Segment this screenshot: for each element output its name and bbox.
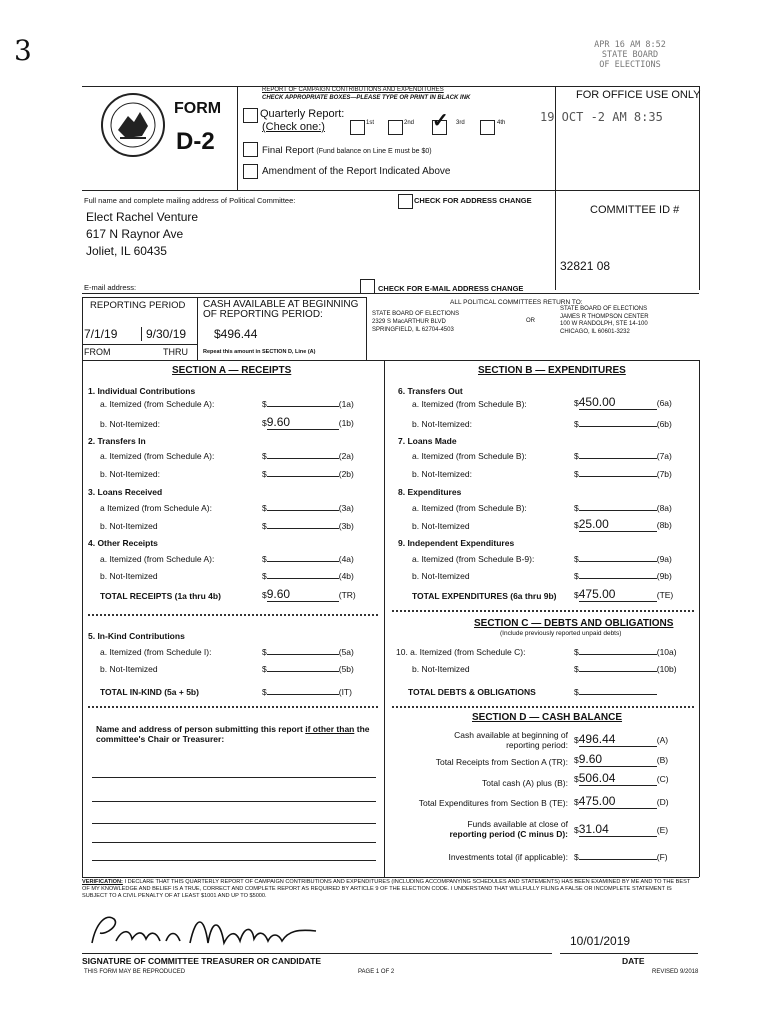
dollar: $	[262, 451, 267, 461]
line-2b-code: (2b)	[338, 469, 354, 479]
line-8b-amount	[574, 517, 672, 532]
dollar: $	[262, 647, 267, 657]
section-b-heading-7: 7. Loans Made	[398, 436, 457, 446]
line-4a-code: (4a)	[338, 554, 354, 564]
total-receipts-label: TOTAL RECEIPTS (1a thru 4b)	[100, 591, 221, 601]
line-4a-amount	[262, 554, 354, 564]
line-3a-amount	[262, 503, 354, 513]
section-c-note: (Include previously reported unpaid debts)	[500, 630, 622, 637]
chicago-line1: STATE BOARD OF ELECTIONS	[560, 306, 648, 312]
line-3b-amount	[262, 521, 354, 531]
line-10a-label: 10. a. Itemized (from Schedule C):	[396, 647, 526, 657]
thru-label: THRU	[163, 347, 188, 357]
committee-name: Elect Rachel Venture	[86, 210, 199, 224]
line-d-value[interactable]: 475.00	[579, 794, 657, 809]
committee-city: Joliet, IL 60435	[86, 244, 167, 258]
line-7a-value[interactable]	[579, 458, 657, 459]
total-inkind-label: TOTAL IN-KIND (5a + 5b)	[100, 687, 199, 697]
line-c-code: (C)	[656, 774, 669, 784]
line-3a-label: a Itemized (from Schedule A):	[100, 503, 212, 513]
line-8b-label: b. Not-Itemized	[412, 521, 470, 531]
section-c-title: SECTION C — DEBTS AND OBLIGATIONS	[474, 618, 674, 629]
q3-check-mark: ✓	[432, 110, 449, 132]
page-number-mark: 3	[14, 34, 32, 67]
address-change-label: CHECK FOR ADDRESS CHANGE	[414, 196, 532, 205]
line-1a-code: (1a)	[338, 399, 354, 409]
dollar: $	[574, 398, 579, 408]
return-to-label: ALL POLITICAL COMMITTEES RETURN TO:	[450, 299, 583, 306]
line-10a-value[interactable]	[579, 654, 657, 655]
line-7a-amount	[574, 451, 672, 461]
verification-label: VERIFICATION:	[82, 879, 123, 885]
dollar: $	[262, 554, 267, 564]
email-label: E-mail address:	[84, 283, 137, 292]
line-c-value[interactable]: 506.04	[579, 771, 657, 786]
submitter-line-4[interactable]	[92, 842, 376, 843]
submitter-line-5[interactable]	[92, 860, 376, 861]
line-d-label: Total Expenditures from Section B (TE):	[418, 798, 568, 808]
line-9a-label: a. Itemized (from Schedule B-9):	[412, 554, 535, 564]
line-8a-value[interactable]	[579, 510, 657, 511]
line-7b-value[interactable]	[579, 476, 657, 477]
line-1b-label: b. Not-Itemized:	[100, 419, 160, 429]
line-9a-code: (9a)	[656, 554, 672, 564]
dollar: $	[574, 664, 579, 674]
submitter-if-other: if other than	[305, 724, 355, 734]
line-9b-code: (9b)	[656, 571, 672, 581]
line-f-label: Investments total (if applicable):	[448, 852, 568, 862]
section-b-heading-8: 8. Expenditures	[398, 487, 462, 497]
springfield-line1: STATE BOARD OF ELECTIONS	[372, 311, 460, 317]
line-e-code: (E)	[656, 825, 669, 835]
dollar: $	[262, 687, 267, 697]
line-10b-label: b. Not-Itemized	[412, 664, 470, 674]
final-report-label	[262, 145, 432, 156]
dollar: $	[262, 399, 267, 409]
form-code: D-2	[176, 128, 215, 155]
state-seal-logo	[100, 92, 166, 158]
total-inkind-value[interactable]	[267, 694, 339, 695]
footer-reproduce: THIS FORM MAY BE REPRODUCED	[84, 969, 186, 975]
line-7a-code: (7a)	[656, 451, 672, 461]
line-a-code: (A)	[656, 735, 669, 745]
line-4a-value[interactable]	[267, 561, 339, 562]
return-address-chicago	[560, 306, 649, 336]
line-f-value[interactable]	[579, 859, 657, 860]
committee-name-label: Full name and complete mailing address of Political Committee:	[84, 196, 296, 205]
section-a-heading-2: 2. Transfers In	[88, 436, 146, 446]
section-b-heading-9: 9. Independent Expenditures	[398, 538, 515, 548]
stamp-line-1: APR 16 AM 8:52	[594, 40, 666, 50]
dollar: $	[262, 521, 267, 531]
total-debts-label: TOTAL DEBTS & OBLIGATIONS	[408, 687, 536, 697]
line-2a-value[interactable]	[267, 458, 339, 459]
dollar: $	[574, 554, 579, 564]
cash-label-line2: OF REPORTING PERIOD:	[203, 309, 323, 320]
chicago-line2: JAMES R THOMPSON CENTER	[560, 313, 649, 320]
chicago-line4: CHICAGO, IL 60601-3232	[560, 328, 630, 335]
cash-available-label	[203, 300, 358, 320]
line-8b-code: (8b)	[656, 520, 672, 530]
committee-street: 617 N Raynor Ave	[86, 227, 184, 241]
reporting-period-label: REPORTING PERIOD	[90, 300, 186, 311]
chicago-line3: 100 W RANDOLPH, STE 14-100	[560, 321, 648, 327]
dollar: $	[574, 755, 579, 765]
line-1a	[100, 399, 214, 409]
date-label: DATE	[622, 956, 645, 966]
section-a-title: SECTION A — RECEIPTS	[172, 365, 292, 376]
line-5a-code: (5a)	[338, 647, 354, 657]
line-6b-amount	[574, 419, 672, 429]
dollar: $	[262, 503, 267, 513]
line-6a-label: a. Itemized (from Schedule B):	[412, 399, 527, 409]
submitter-label	[96, 724, 376, 744]
line-2b-label: b. Not-Itemized:	[100, 469, 160, 479]
line-7b-code: (7b)	[656, 469, 672, 479]
line-2b-value[interactable]	[267, 476, 339, 477]
final-report-checkbox[interactable]	[243, 142, 258, 157]
form-word: FORM	[174, 100, 222, 117]
line-3a-value[interactable]	[267, 510, 339, 511]
line-7b-label: b. Not-Itemized:	[412, 469, 472, 479]
total-inkind-amount	[262, 687, 352, 697]
section-d-title: SECTION D — CASH BALANCE	[472, 712, 623, 723]
total-expenditures-label: TOTAL EXPENDITURES (6a thru 9b)	[412, 591, 557, 601]
dollar: $	[574, 774, 579, 784]
committee-id: 32821 08	[560, 259, 611, 273]
line-e-label-2: reporting period (C minus D):	[449, 829, 568, 839]
line-3b-label: b. Not-Itemized	[100, 521, 158, 531]
line-3b-value[interactable]	[267, 528, 339, 529]
line-10b-code: (10b)	[656, 664, 677, 674]
line-d-code: (D)	[656, 797, 669, 807]
line-6b-code: (6b)	[656, 419, 672, 429]
line-b-label: Total Receipts from Section A (TR):	[435, 757, 568, 767]
line-e-label	[400, 819, 568, 839]
verification-statement	[82, 879, 698, 900]
section-b-title: SECTION B — EXPENDITURES	[478, 365, 626, 376]
q3-label: 3rd	[456, 120, 465, 126]
line-a-label-1: Cash available at beginning of	[454, 730, 568, 740]
dollar: $	[262, 590, 267, 600]
line-a-value[interactable]: 496.44	[579, 732, 657, 747]
line-b-code: (B)	[656, 755, 669, 765]
committee-id-label: COMMITTEE ID #	[590, 204, 680, 216]
line-1b-amount	[262, 415, 354, 430]
line-4b-value[interactable]	[267, 578, 339, 579]
line-10a-amount	[574, 647, 677, 657]
line-5b-value[interactable]	[267, 671, 339, 672]
line-a-amount	[574, 732, 668, 747]
section-a-heading-4: 4. Other Receipts	[88, 538, 158, 548]
received-stamp	[560, 40, 700, 70]
dollar: $	[574, 503, 579, 513]
line-6a-value[interactable]: 450.00	[579, 395, 657, 410]
line-a-label-2: reporting period:	[506, 740, 568, 750]
line-5b-code: (5b)	[338, 664, 354, 674]
repeat-amount-note: Repeat this amount in SECTION D, Line (A)	[203, 349, 316, 355]
footer-page: PAGE 1 OF 2	[358, 969, 395, 975]
line-f-amount	[574, 852, 668, 862]
line-b-amount	[574, 752, 668, 767]
line-9b-label: b. Not-Itemized	[412, 571, 470, 581]
report-title: REPORT OF CAMPAIGN CONTRIBUTIONS AND EXPENDITURES	[262, 87, 444, 93]
dollar: $	[574, 571, 579, 581]
total-debts-value[interactable]	[579, 694, 657, 695]
line-e-label-1: Funds available at close of	[467, 819, 568, 829]
total-receipts-amount	[262, 587, 356, 602]
total-receipts-value[interactable]: 9.60	[267, 587, 339, 602]
email-change-label: CHECK FOR E-MAIL ADDRESS CHANGE	[378, 284, 524, 293]
line-9b-amount	[574, 571, 672, 581]
period-thru: 9/30/19	[146, 327, 187, 341]
line-9b-value[interactable]	[579, 578, 657, 579]
line-b-value[interactable]: 9.60	[579, 752, 657, 767]
dollar: $	[574, 590, 579, 600]
springfield-line2: 2329 S MacARTHUR BLVD	[372, 319, 446, 325]
submitter-line-3[interactable]	[92, 823, 376, 824]
section-a-heading-3: 3. Loans Received	[88, 487, 163, 497]
line-2a-code: (2a)	[338, 451, 354, 461]
signature-image	[86, 905, 326, 955]
line-f-code: (F)	[656, 852, 668, 862]
cash-available-value: $496.44	[214, 327, 258, 341]
q2-label: 2nd	[404, 120, 415, 126]
total-debts-amount	[574, 687, 657, 697]
line-3a-code: (3a)	[338, 503, 354, 513]
office-use-label: FOR OFFICE USE ONLY	[576, 89, 701, 101]
line-1b-value[interactable]: 9.60	[267, 415, 339, 430]
line-6b-label: b. Not-Itemized:	[412, 419, 472, 429]
line-1a-label: a. Itemized (from Schedule A):	[100, 399, 215, 409]
q4-checkbox[interactable]	[480, 120, 495, 135]
return-address-springfield	[372, 310, 459, 334]
line-2b-amount	[262, 469, 354, 479]
stamp-line-3: OF ELECTIONS	[599, 60, 661, 70]
line-6a-amount	[574, 395, 672, 410]
line-1a-value[interactable]	[267, 406, 339, 407]
dollar: $	[574, 451, 579, 461]
check-one-label: (Check one:)	[262, 121, 325, 133]
dollar: $	[574, 852, 579, 862]
footer-revised: REVISED 9/2018	[652, 969, 699, 975]
from-label: FROM	[84, 347, 111, 357]
quarterly-report-checkbox[interactable]	[243, 108, 258, 123]
dollar: $	[574, 687, 579, 697]
dollar: $	[262, 469, 267, 479]
line-4a-label: a. Itemized (from Schedule A):	[100, 554, 215, 564]
line-4b-code: (4b)	[338, 571, 354, 581]
line-6a-code: (6a)	[656, 398, 672, 408]
dollar: $	[574, 825, 579, 835]
amendment-label: Amendment of the Report Indicated Above	[262, 166, 451, 177]
section-b-heading-6: 6. Transfers Out	[398, 386, 463, 396]
line-9a-amount	[574, 554, 672, 564]
section-a-heading-5: 5. In-Kind Contributions	[88, 631, 185, 641]
stamp-line-2: STATE BOARD	[601, 50, 659, 60]
signature-label: SIGNATURE OF COMMITTEE TREASURER OR CANDIDATE	[82, 956, 322, 966]
line-3b-code: (3b)	[338, 521, 354, 531]
period-from: 7/1/19	[84, 327, 118, 341]
submitter-text: Name and address of person submitting this report	[96, 724, 303, 734]
or-label: OR	[526, 318, 535, 324]
submitter-text-2: the committee's Chair or Treasurer:	[96, 724, 370, 744]
final-report-text: Final Report	[262, 145, 314, 156]
total-expenditures-value[interactable]: 475.00	[579, 587, 657, 602]
report-subtitle: CHECK APPROPRIATE BOXES—PLEASE TYPE OR PRINT IN BLACK INK	[262, 95, 471, 101]
line-8a-amount	[574, 503, 672, 513]
line-1b-code: (1b)	[338, 418, 354, 428]
dollar: $	[574, 469, 579, 479]
line-e-amount	[574, 822, 668, 837]
line-c-label: Total cash (A) plus (B):	[482, 778, 568, 788]
line-7a-label: a. Itemized (from Schedule B):	[412, 451, 527, 461]
q1-checkbox[interactable]	[350, 120, 365, 135]
address-change-checkbox[interactable]	[398, 194, 413, 209]
springfield-line3: SPRINGFIELD, IL 62704-4503	[372, 327, 454, 333]
total-expenditures-amount	[574, 587, 673, 602]
dollar: $	[574, 735, 579, 745]
line-d-amount	[574, 794, 669, 809]
quarterly-report-label: Quarterly Report:	[260, 108, 345, 120]
q1-label: 1st	[366, 120, 375, 126]
total-expenditures-code: (TE)	[656, 590, 674, 600]
q4-label: 4th	[497, 120, 506, 126]
line-c-amount	[574, 771, 669, 786]
dollar: $	[262, 571, 267, 581]
submitter-line-1[interactable]	[92, 777, 376, 778]
verification-text: I DECLARE THAT THIS QUARTERLY REPORT OF CAMPAIGN CONTRIBUTIONS AND EXPENDITURES (INCLUDING ACCOMPANYING SCHEDULES AND STATEMENTS) HAS BEEN EXAMINED BY ME AND TO THE BEST OF MY KNOWLEDGE AND BELIEF IS A TRUE, CORRECT AND COMPLETE REPORT AS REQUIRED BY ARTICLE 9 OF THE ELECTION CODE. I UNDERSTAND THAT WILLFULLY FILING A FALSE OR INCOMPLETE STATEMENT IS SUBJECT TO A CIVIL PENALTY OF AT LEAST $1001 AND UP TO $5000.	[82, 879, 691, 899]
line-6b-value[interactable]	[579, 426, 657, 427]
line-8b-value[interactable]: 25.00	[579, 517, 657, 532]
line-9a-value[interactable]	[579, 561, 657, 562]
dollar: $	[574, 797, 579, 807]
line-2a-amount	[262, 451, 354, 461]
dollar: $	[574, 419, 579, 429]
dollar: $	[262, 418, 267, 428]
total-receipts-code: (TR)	[338, 590, 356, 600]
line-8a-code: (8a)	[656, 503, 672, 513]
line-10b-amount	[574, 664, 677, 674]
dollar: $	[262, 664, 267, 674]
line-10b-value[interactable]	[579, 671, 657, 672]
dollar: $	[574, 520, 579, 530]
line-4b-label: b. Not-Itemized	[100, 571, 158, 581]
q2-checkbox[interactable]	[388, 120, 403, 135]
signature-date: 10/01/2019	[570, 934, 631, 948]
email-change-checkbox[interactable]	[360, 279, 375, 294]
amendment-checkbox[interactable]	[243, 164, 258, 179]
submitter-line-2[interactable]	[92, 801, 376, 802]
line-8a-label: a. Itemized (from Schedule B):	[412, 503, 527, 513]
line-5a-label: a. Itemized (from Schedule I):	[100, 647, 212, 657]
office-received-stamp: 19 OCT -2 AM 8:35	[540, 110, 663, 124]
total-inkind-code: (IT)	[338, 687, 352, 697]
section-a-heading-1: 1. Individual Contributions	[88, 386, 196, 396]
line-2a-label: a. Itemized (from Schedule A):	[100, 451, 215, 461]
line-5b-amount	[262, 664, 354, 674]
cash-label-line1: CASH AVAILABLE AT BEGINNING	[203, 299, 359, 310]
line-10a-code: (10a)	[656, 647, 677, 657]
line-1a-amount	[262, 399, 354, 409]
line-1b	[100, 419, 160, 429]
line-4b-amount	[262, 571, 354, 581]
line-5a-amount	[262, 647, 354, 657]
line-7b-amount	[574, 469, 672, 479]
line-5b-label: b. Not-Itemized	[100, 664, 158, 674]
line-5a-value[interactable]	[267, 654, 339, 655]
line-a-label	[400, 730, 568, 750]
dollar: $	[574, 647, 579, 657]
line-e-value[interactable]: 31.04	[579, 822, 657, 837]
final-report-note: (Fund balance on Line E must be $0)	[316, 148, 432, 155]
